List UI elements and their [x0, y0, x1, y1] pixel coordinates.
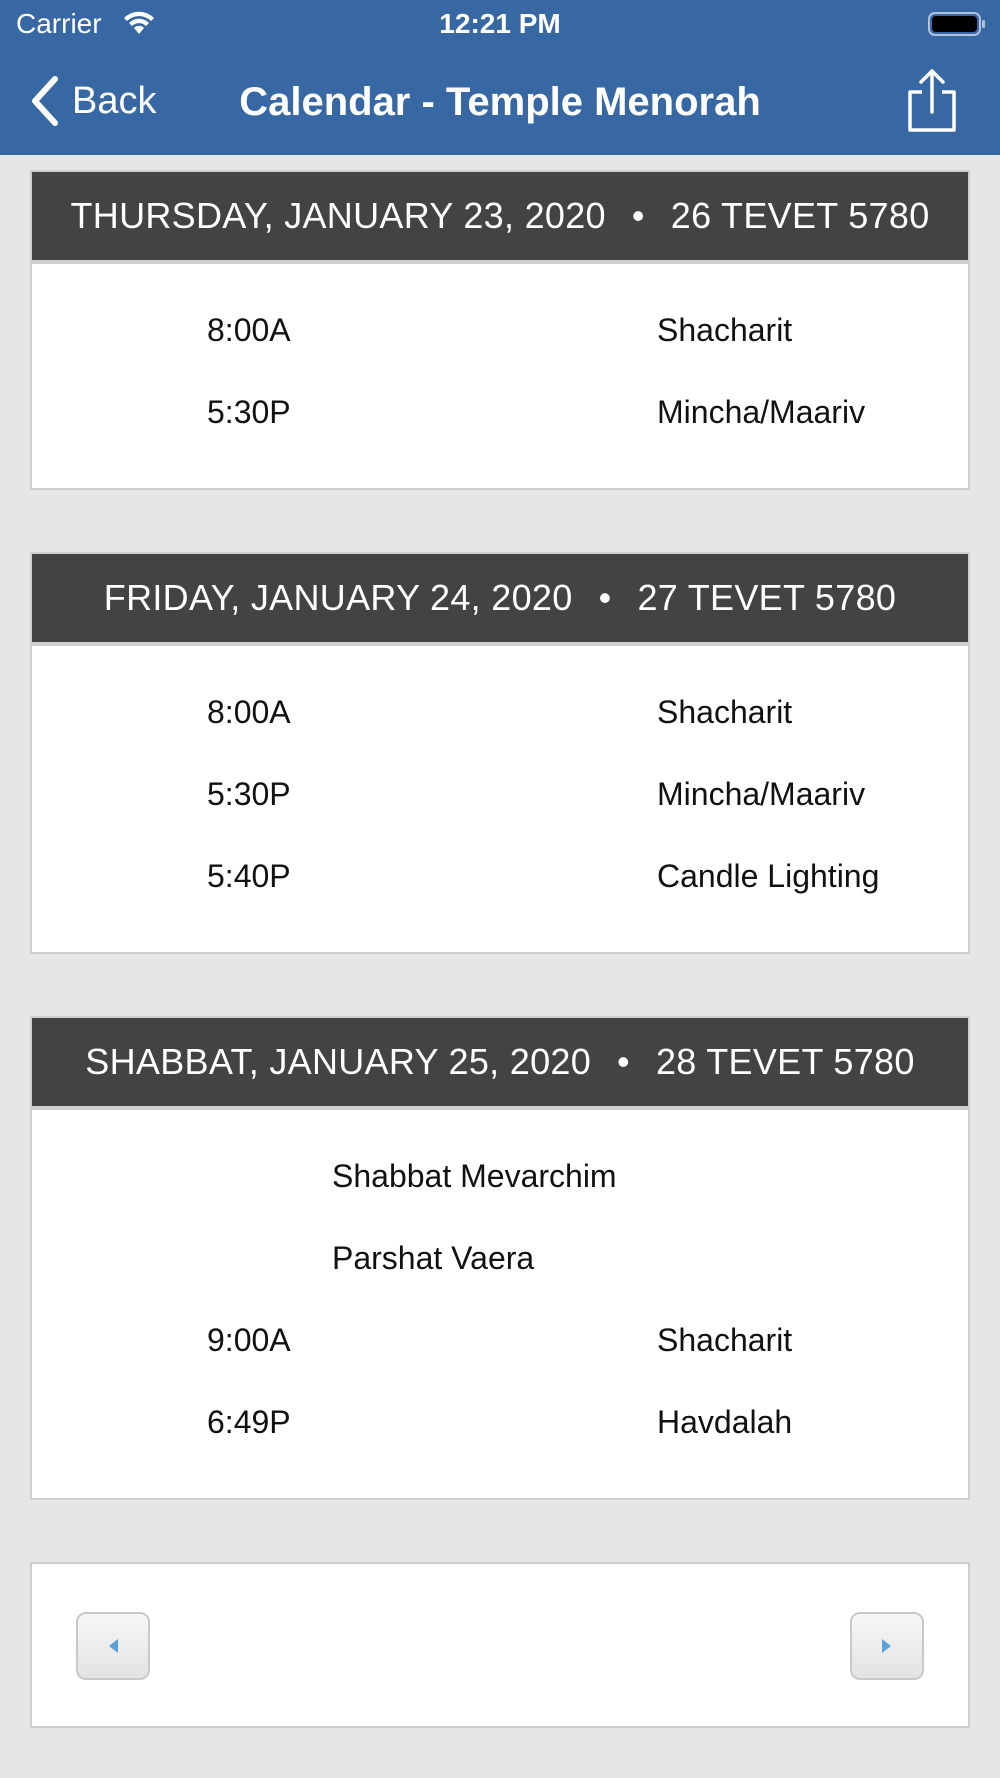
page-title: Calendar - Temple Menorah: [239, 80, 761, 124]
entry-event: Shacharit: [657, 694, 793, 730]
carrier-label: Carrier: [16, 8, 102, 39]
gregorian-date: SHABBAT, JANUARY 25, 2020: [85, 1041, 592, 1082]
day-card-friday: [30, 552, 970, 954]
back-label: Back: [72, 79, 157, 122]
entry-time: 5:30P: [207, 394, 291, 430]
pagination: [30, 1562, 970, 1728]
nav-bar: [0, 50, 1000, 155]
list-item: [32, 1404, 968, 1444]
entry-time: 5:40P: [207, 858, 291, 894]
entry-time: 8:00A: [207, 312, 291, 348]
top-bar: [0, 0, 1000, 155]
caret-right-icon: [880, 1637, 894, 1655]
status-bar: [0, 0, 1000, 50]
day-note: Parshat Vaera: [332, 1240, 535, 1276]
entry-time: 8:00A: [207, 694, 291, 730]
entry-event: Shacharit: [657, 1322, 793, 1358]
day-header: [32, 554, 968, 646]
gregorian-date: FRIDAY, JANUARY 24, 2020: [103, 577, 573, 618]
day-card-thursday: [30, 170, 970, 490]
day-header: [32, 172, 968, 264]
list-item: [32, 394, 968, 434]
list-item: [32, 694, 968, 734]
entry-event: Havdalah: [657, 1404, 793, 1440]
list-item: [32, 776, 968, 816]
caret-left-icon: [106, 1637, 120, 1655]
list-item: [32, 312, 968, 352]
entry-time: 5:30P: [207, 776, 291, 812]
list-item: [32, 1158, 968, 1198]
list-item: [32, 1240, 968, 1280]
day-header: [32, 1018, 968, 1110]
hebrew-date: 28 TEVET 5780: [655, 1041, 915, 1082]
list-item: [32, 1322, 968, 1362]
gregorian-date: THURSDAY, JANUARY 23, 2020: [70, 195, 606, 236]
entry-event: Mincha/Maariv: [657, 776, 866, 812]
date-separator: •: [617, 1041, 630, 1082]
date-separator: •: [598, 577, 612, 618]
list-item: [32, 858, 968, 898]
day-card-shabbat: [30, 1016, 970, 1500]
day-note: Shabbat Mevarchim: [332, 1158, 617, 1194]
next-page-button[interactable]: [850, 1612, 924, 1680]
hebrew-date: 27 TEVET 5780: [637, 577, 897, 618]
share-icon[interactable]: [904, 68, 960, 134]
entry-event: Candle Lighting: [657, 858, 880, 894]
previous-page-button[interactable]: [76, 1612, 150, 1680]
hebrew-date: 26 TEVET 5780: [670, 195, 930, 236]
entry-event: Shacharit: [657, 312, 793, 348]
entry-event: Mincha/Maariv: [657, 394, 866, 430]
entry-time: 6:49P: [207, 1404, 291, 1440]
status-time: 12:21 PM: [439, 8, 561, 39]
battery-icon: [928, 12, 986, 36]
date-separator: •: [631, 195, 645, 236]
entry-time: 9:00A: [207, 1322, 291, 1358]
